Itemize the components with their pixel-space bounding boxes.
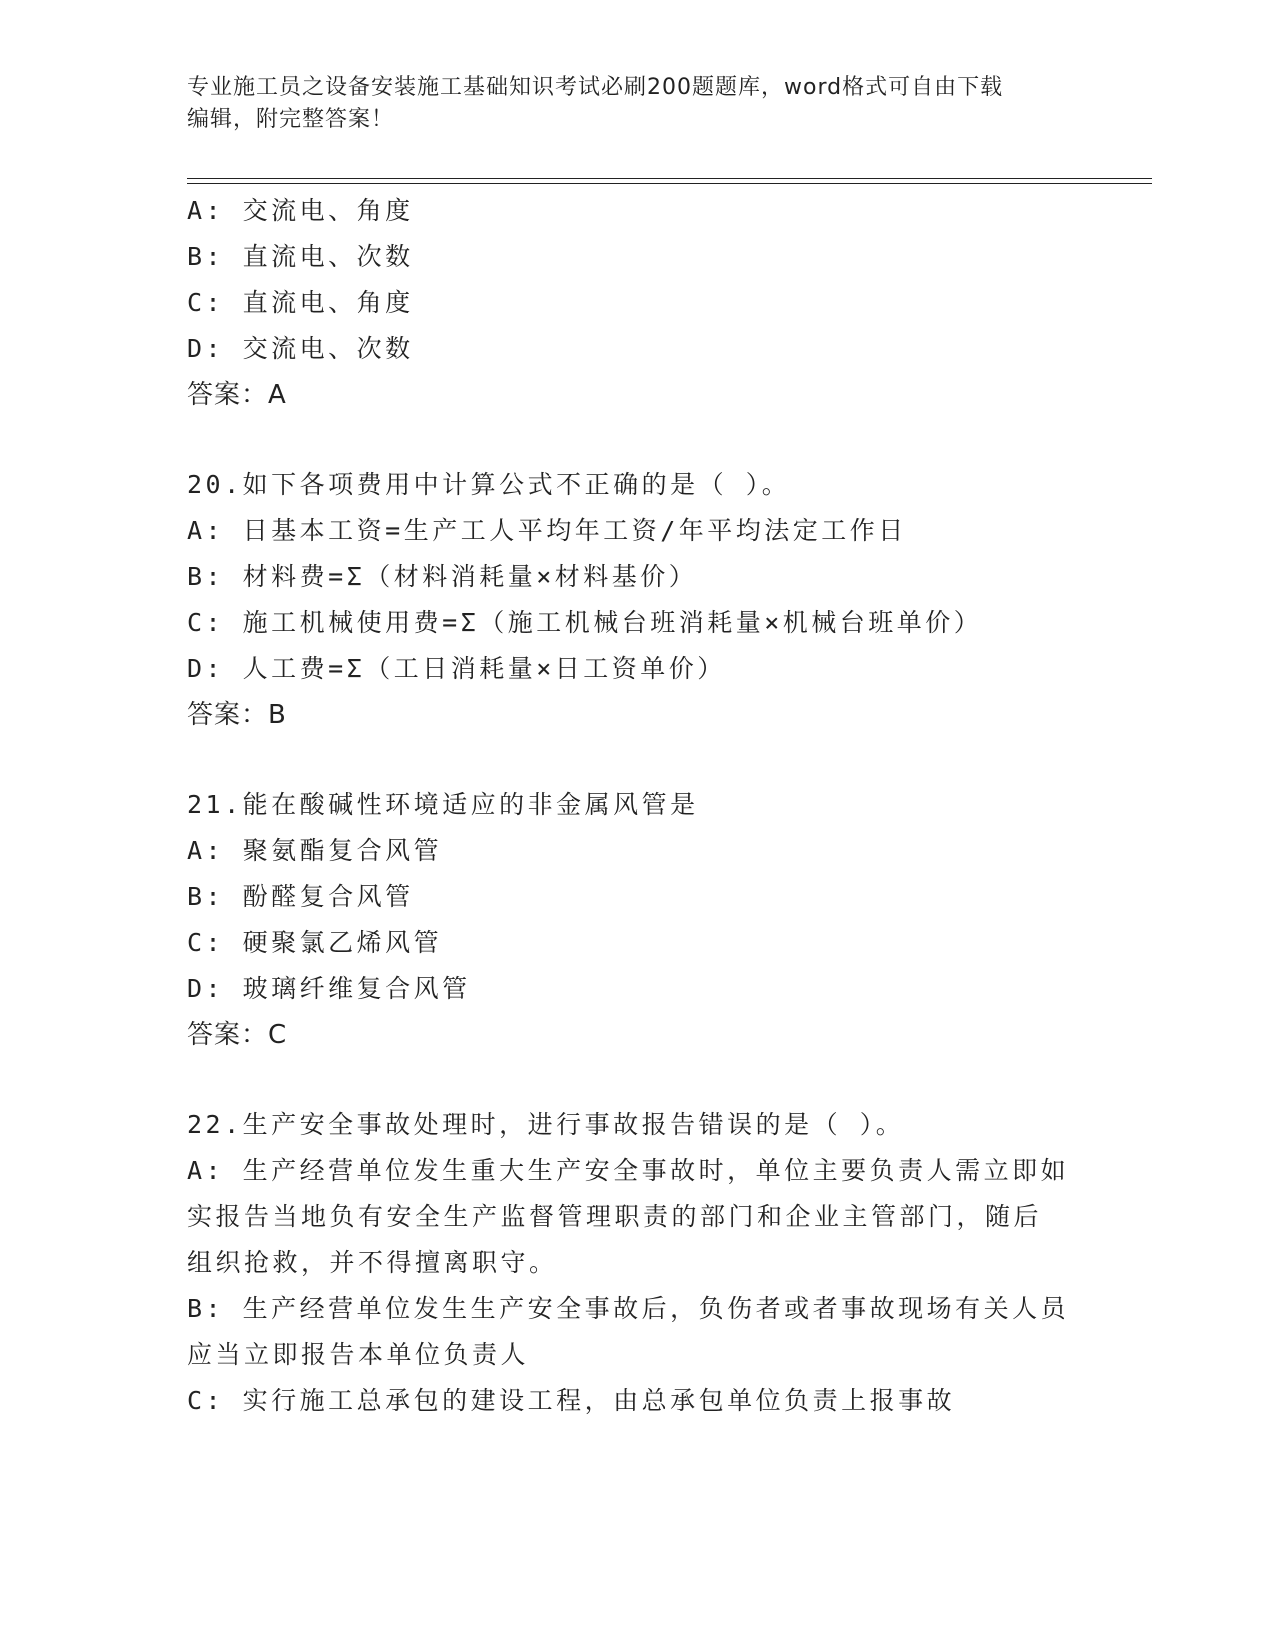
question-21 — [187, 782, 1087, 1058]
option-d: D: 交流电、次数 — [187, 334, 414, 363]
question-text: 22.生产安全事故处理时，进行事故报告错误的是（ ）。 — [187, 1110, 905, 1139]
option-c: C: 直流电、角度 — [187, 288, 414, 317]
answer-label: 答案：C — [187, 1020, 288, 1050]
option-d: D: 人工费=Σ（工日消耗量×日工资单价） — [187, 654, 726, 683]
option-b: B: 材料费=Σ（材料消耗量×材料基价） — [187, 562, 698, 591]
spacer — [187, 1058, 1087, 1102]
spacer — [187, 738, 1087, 782]
option-b-line-2: 应当立即报告本单位负责人 — [187, 1340, 530, 1369]
header-rule-bottom — [187, 183, 1152, 184]
option-d: D: 玻璃纤维复合风管 — [187, 974, 471, 1003]
option-b: B: 酚醛复合风管 — [187, 882, 414, 911]
question-22 — [187, 1102, 1087, 1424]
option-a: A: 日基本工资=生产工人平均年工资/年平均法定工作日 — [187, 516, 907, 545]
option-c: C: 施工机械使用费=Σ（施工机械台班消耗量×机械台班单价） — [187, 608, 983, 637]
option-a-line-1: A: 生产经营单位发生重大生产安全事故时，单位主要负责人需立即如 — [187, 1156, 1070, 1185]
header-title-line-1: 专业施工员之设备安装施工基础知识考试必刷200题题库，word格式可自由下载 — [187, 75, 1004, 100]
option-a-line-2: 实报告当地负有安全生产监督管理职责的部门和企业主管部门，随后 — [187, 1202, 1043, 1231]
answer-label: 答案：B — [187, 700, 287, 730]
question-19-options — [187, 188, 1087, 418]
option-c: C: 实行施工总承包的建设工程，由总承包单位负责上报事故 — [187, 1386, 956, 1415]
option-b: B: 直流电、次数 — [187, 242, 414, 271]
option-c: C: 硬聚氯乙烯风管 — [187, 928, 443, 957]
option-a: A: 交流电、角度 — [187, 196, 414, 225]
document-header — [187, 72, 1087, 136]
question-text: 21.能在酸碱性环境适应的非金属风管是 — [187, 790, 699, 819]
question-text: 20.如下各项费用中计算公式不正确的是（ ）。 — [187, 470, 791, 499]
question-list — [187, 188, 1087, 1424]
option-b-line-1: B: 生产经营单位发生生产安全事故后，负伤者或者事故现场有关人员 — [187, 1294, 1070, 1323]
header-title-line-2: 编辑，附完整答案！ — [187, 107, 395, 132]
spacer — [187, 418, 1087, 462]
answer-label: 答案：A — [187, 380, 287, 410]
option-a: A: 聚氨酯复合风管 — [187, 836, 443, 865]
header-rule-top — [187, 178, 1152, 179]
question-20 — [187, 462, 1087, 738]
option-a-line-3: 组织抢救，并不得擅离职守。 — [187, 1248, 558, 1277]
